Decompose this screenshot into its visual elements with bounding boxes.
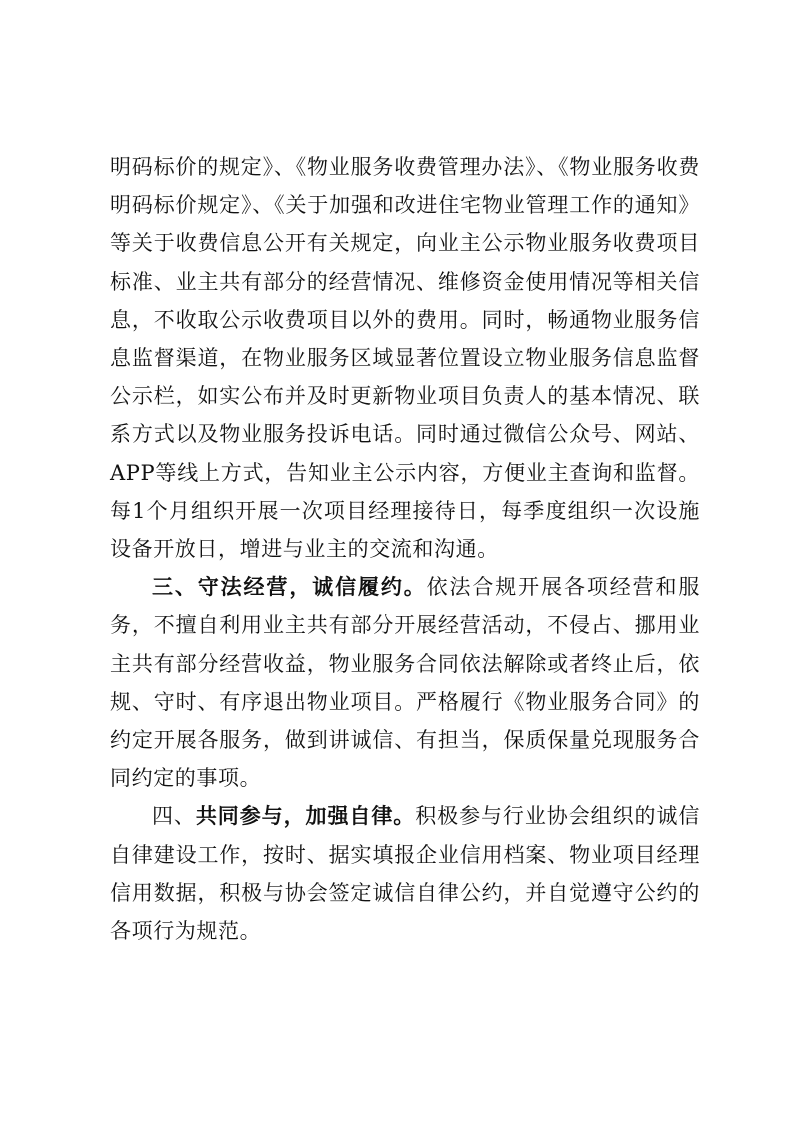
document-page xyxy=(110,148,700,950)
paragraph-fee-disclosure xyxy=(110,148,700,568)
paragraph-body: 依法合规开展各项经营和服务，不擅自利用业主共有部分开展经营活动，不侵占、挪用业主共有部分经营收益，物业服务合同依法解除或者终止后，依规、守时、有序退出物业项目。严格履行《物业服务合同》的约定开展各服务，做到讲诚信、有担当，保质保量兑现服务合同约定的事项。 xyxy=(110,575,700,791)
paragraph-body: 积极参与行业协会组织的诚信自律建设工作，按时、据实填报企业信用档案、物业项目经理信用数据，积极与协会签定诚信自律公约，并自觉遵守公约的各项行为规范。 xyxy=(110,804,700,944)
paragraph-body: 明码标价的规定》、《物业服务收费管理办法》、《物业服务收费明码标价规定》、《关于加强和改进住宅物业管理工作的通知》等关于收费信息公开有关规定，向业主公示物业服务收费项目标准、业主共有部分的经营情况、维修资金使用情况等相关信息，不收取公示收费项目以外的费用。同时，畅通物业服务信息监督渠道，在物业服务区域显著位置设立物业服务信息监督公示栏，如实公布并及时更新物业项目负责人的基本情况、联系方式以及物业服务投诉电话。同时通过微信公众号、网站、APP等线上方式，告知业主公示内容，方便业主查询和监督。每1个月组织开展一次项目经理接待日，每季度组织一次设施设备开放日，增进与业主的交流和沟通。 xyxy=(110,155,700,562)
paragraph-self-discipline xyxy=(110,797,700,950)
paragraph-lawful-operation xyxy=(110,568,700,797)
section-number: 四、 xyxy=(152,804,196,829)
section-heading-lawful-operation: 三、守法经营，诚信履约。 xyxy=(152,575,427,600)
section-heading-self-discipline: 共同参与，加强自律。 xyxy=(195,804,416,829)
